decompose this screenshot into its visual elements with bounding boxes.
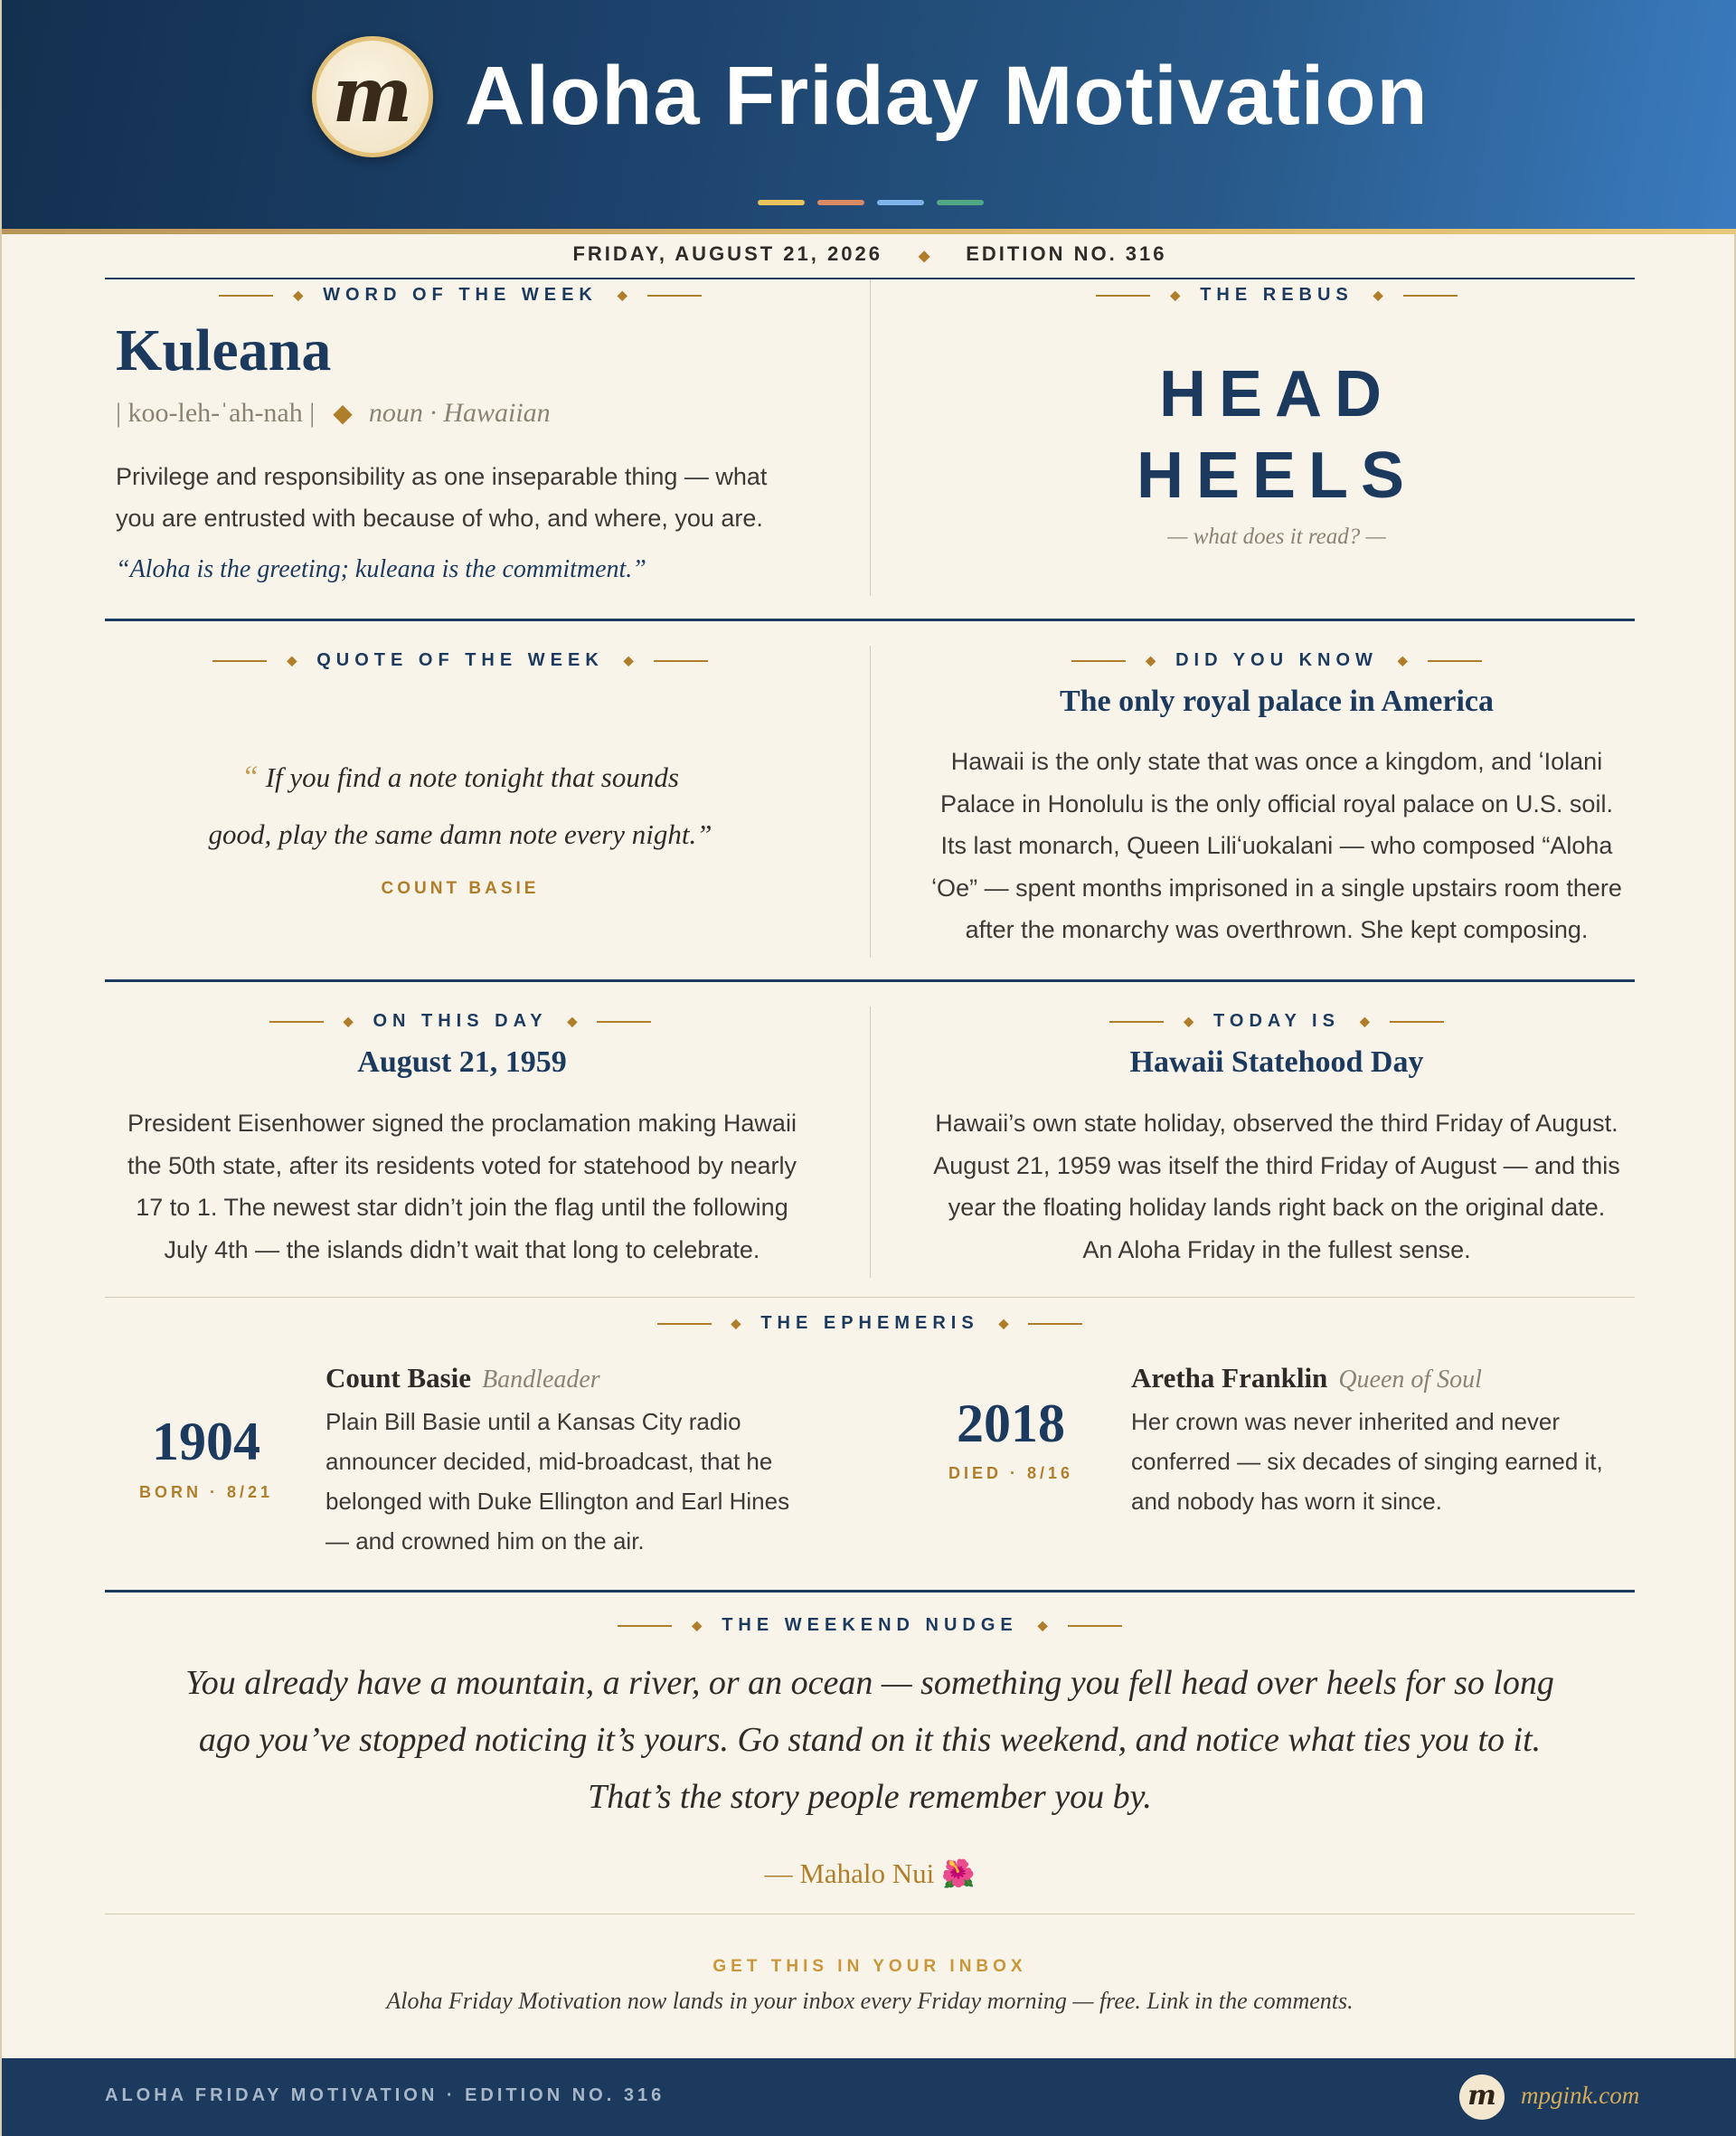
- rebus-line-2: HEELS: [1136, 439, 1418, 512]
- diamond-icon: ◆: [1170, 288, 1181, 302]
- divider-rule: [105, 979, 1635, 982]
- edition-number: EDITION NO. 316: [966, 242, 1167, 265]
- ephemeris-name: Aretha Franklin: [1131, 1362, 1328, 1394]
- inbox-cta-label: GET THIS IN YOUR INBOX: [712, 1957, 1027, 1976]
- section-label-rebus: ◆ THE REBUS ◆: [924, 285, 1629, 306]
- diamond-icon: ◆: [692, 1618, 703, 1632]
- footer-publication: ALOHA FRIDAY MOTIVATION · EDITION NO. 316: [105, 2085, 665, 2105]
- signoff: [2, 1857, 1736, 1890]
- rebus-line-1: HEAD: [1158, 358, 1394, 430]
- today-is-body: Hawaii’s own state holiday, observed the third Friday of August. August 21, 1959 was itself the third Friday of August — and this year the floating holiday lands right back on the original date. An Aloha Friday in the fullest sense.: [933, 1110, 1620, 1263]
- dateline: [2, 242, 1736, 266]
- footer-bar: [2, 2058, 1736, 2136]
- footer-website-link[interactable]: mpgink.com: [1521, 2082, 1640, 2109]
- ephemeris-role: Queen of Soul: [1338, 1366, 1482, 1394]
- diamond-icon: ◆: [293, 288, 304, 302]
- diamond-icon: ◆: [287, 653, 297, 667]
- open-quote-mark: “: [241, 761, 259, 794]
- word-usage-quote: “Aloha is the greeting; kuleana is the commitment.”: [116, 555, 646, 583]
- accent-bar-coral: [817, 200, 864, 205]
- ephemeris-name-row: [326, 1362, 600, 1394]
- diamond-icon: ◆: [617, 288, 627, 302]
- footer-logo-badge: [1459, 2075, 1505, 2120]
- newsletter-title: Aloha Friday Motivation: [465, 50, 1429, 142]
- did-you-know-body: Hawaii is the only state that was once a kingdom, and ʻIolani Palace in Honolulu is the only official royal palace on U.S. soil. Its last monarch, Queen Liliʻuokalani — who composed “Aloha ʻOe” — spent months imprisoned in a single upstairs room there after the monarchy was overthrown. She kept composing.: [931, 748, 1622, 943]
- issue-date: FRIDAY, AUGUST 21, 2026: [572, 242, 882, 265]
- on-this-day-heading: August 21, 1959: [357, 1045, 567, 1079]
- word-pronunciation-row: [116, 398, 551, 429]
- logo-letter: m: [332, 49, 413, 139]
- header-gold-stripe: [2, 229, 1736, 234]
- ephemeris-year: 1904: [152, 1412, 260, 1471]
- accent-color-bars: [758, 200, 984, 205]
- divider-rule: [105, 1297, 1635, 1298]
- accent-bar-blue: [877, 200, 924, 205]
- section-label-did-you-know: ◆ DID YOU KNOW ◆: [924, 650, 1629, 671]
- diamond-icon: ◆: [1184, 1014, 1194, 1028]
- rebus-hint: — what does it read? —: [1167, 525, 1386, 549]
- accent-bar-green: [937, 200, 984, 205]
- quote-of-week-text: “ If you find a note tonight that sounds good, play the same damn note every night.”: [208, 761, 712, 850]
- diamond-icon: ◆: [1037, 1618, 1048, 1632]
- word-part-of-speech: noun · Hawaiian: [368, 398, 551, 428]
- ephemeris-role: Bandleader: [482, 1366, 600, 1394]
- diamond-icon: ◆: [343, 1014, 354, 1028]
- hibiscus-icon: 🌺: [941, 1858, 976, 1890]
- diamond-icon: ◆: [1373, 288, 1383, 302]
- word-pronunciation: | koo-leh-ˈah-nah |: [116, 398, 316, 428]
- section-label-word-of-week: ◆ WORD OF THE WEEK ◆: [105, 285, 816, 306]
- inbox-cta-text: Aloha Friday Motivation now lands in your inbox every Friday morning — free. Link in the comments.: [386, 1988, 1354, 2014]
- diamond-icon: ◆: [731, 1316, 741, 1330]
- diamond-icon: ◆: [918, 249, 930, 264]
- diamond-icon: ◆: [1359, 1014, 1370, 1028]
- did-you-know-heading: The only royal palace in America: [1059, 685, 1495, 718]
- divider-rule: [105, 1590, 1635, 1593]
- weekend-nudge-text: You already have a mountain, a river, or an ocean — something you fell head over heels for so long ago you’ve stopped noticing it’s yours. Go stand on it this weekend, and notice what ties you to it. That’s the story people remember you by.: [185, 1664, 1554, 1816]
- signoff-text: — Mahalo Nui: [764, 1857, 935, 1889]
- on-this-day-body: President Eisenhower signed the proclamation making Hawaii the 50th state, after its residents voted for statehood by nearly 17 to 1. The newest star didn’t join the flag until the following July 4th — the islands didn’t wait that long to celebrate.: [127, 1110, 797, 1263]
- ephemeris-tag: BORN · 8/21: [138, 1483, 274, 1501]
- word-of-week: Kuleana: [116, 317, 332, 383]
- footer-logo-letter: m: [1467, 2080, 1496, 2112]
- word-definition: Privilege and responsibility as one inseparable thing — what you are entrusted with because of who, and where, you are.: [116, 463, 768, 532]
- ephemeris-name: Count Basie: [326, 1362, 472, 1394]
- divider-rule: [105, 619, 1635, 621]
- diamond-icon: ◆: [998, 1316, 1009, 1330]
- diamond-icon: ◆: [623, 653, 634, 667]
- diamond-icon: ◆: [1397, 653, 1408, 667]
- quote-author: COUNT BASIE: [381, 879, 540, 898]
- accent-bar-gold: [758, 200, 805, 205]
- diamond-icon: ◆: [333, 400, 353, 428]
- diamond-icon: ◆: [1146, 653, 1156, 667]
- ephemeris-tag: DIED · 8/16: [948, 1464, 1074, 1482]
- section-label-quote-of-week: ◆ QUOTE OF THE WEEK ◆: [105, 650, 816, 671]
- section-label-on-this-day: ◆ ON THIS DAY ◆: [105, 1011, 816, 1032]
- ephemeris-name-row: [1131, 1362, 1482, 1394]
- today-is-heading: Hawaii Statehood Day: [1129, 1045, 1424, 1079]
- header-banner: [2, 0, 1736, 233]
- ephemeris-year: 2018: [957, 1394, 1065, 1453]
- logo-badge: [312, 36, 433, 157]
- section-label-ephemeris: ◆ THE EPHEMERIS ◆: [2, 1313, 1736, 1334]
- diamond-icon: ◆: [567, 1014, 578, 1028]
- ephemeris-description: Plain Bill Basie until a Kansas City radio announcer decided, mid-broadcast, that he belonged with Duke Ellington and Earl Hines — and crowned him on the air.: [326, 1408, 790, 1555]
- section-label-today-is: ◆ TODAY IS ◆: [924, 1011, 1629, 1032]
- section-label-weekend-nudge: ◆ THE WEEKEND NUDGE ◆: [2, 1615, 1736, 1636]
- ephemeris-description: Her crown was never inherited and never conferred — six decades of singing earned it, and nobody has worn it since.: [1131, 1408, 1603, 1515]
